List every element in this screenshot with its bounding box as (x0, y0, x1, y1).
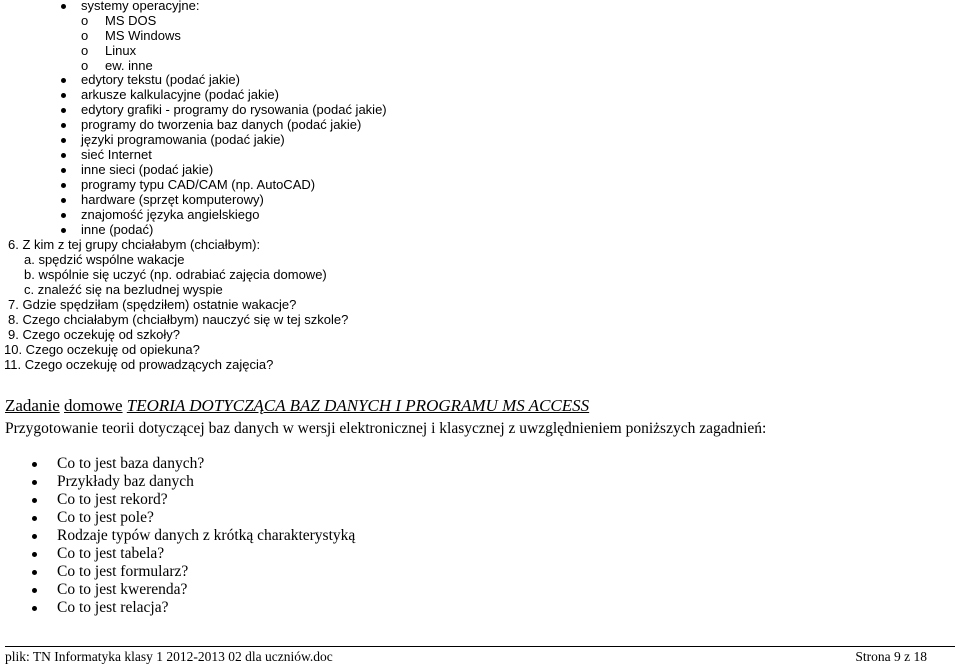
bullet-icon (32, 480, 37, 485)
bullet-icon (61, 228, 66, 233)
question: 8. Czego chciałabym (chciałbym) nauczyć się w tej szkole? (8, 312, 349, 327)
list-item: Przykłady baz danych (57, 473, 194, 490)
footer-file-name: plik: TN Informatyka klasy 1 2012-2013 02 dla uczniów.doc (5, 649, 333, 664)
bullet-icon (32, 606, 37, 611)
list-item: Co to jest rekord? (57, 491, 168, 508)
question: 10. Czego oczekuję od opiekuna? (4, 342, 200, 357)
list-item: MS DOS (105, 13, 157, 28)
heading-word: domowe (64, 396, 123, 415)
list-item: znajomość języka angielskiego (81, 207, 260, 222)
footer-page-number: Strona 9 z 18 (855, 649, 927, 664)
list-item: Linux (105, 43, 137, 58)
list-item: Co to jest relacja? (57, 599, 169, 616)
list-item: systemy operacyjne: (81, 0, 200, 13)
question: 7. Gdzie spędziłam (spędziłem) ostatnie wakacje? (8, 297, 297, 312)
bullet-icon (61, 108, 66, 113)
heading-title: TEORIA DOTYCZĄCA BAZ DANYCH I PROGRAMU MS ACCESS (126, 396, 590, 415)
bullet-icon (32, 588, 37, 593)
list-item: Co to jest tabela? (57, 545, 165, 562)
bullet-icon (61, 198, 66, 203)
list-item: Co to jest kwerenda? (57, 581, 188, 598)
list-item: arkusze kalkulacyjne (podać jakie) (81, 87, 279, 102)
list-item: edytory grafiki - programy do rysowania (podać jakie) (81, 102, 387, 117)
question: 6. Z kim z tej grupy chciałabym (chciałbym): (8, 237, 261, 252)
bullet-icon (32, 570, 37, 575)
list-item: ew. inne (105, 58, 153, 73)
heading-word: Zadanie (5, 396, 60, 415)
bullet-icon (32, 498, 37, 503)
list-item: inne sieci (podać jakie) (81, 162, 214, 177)
assignment-heading (5, 396, 589, 416)
bullet-icon (61, 153, 66, 158)
circle-bullet-icon: o (81, 13, 89, 28)
list-item: edytory tekstu (podać jakie) (81, 72, 240, 87)
bullet-icon (61, 183, 66, 188)
bullet-icon (32, 552, 37, 557)
footer-divider (5, 646, 955, 647)
bullet-icon (61, 123, 66, 128)
list-item: Co to jest formularz? (57, 563, 189, 580)
bullet-icon (32, 462, 37, 467)
list-item: Co to jest baza danych? (57, 455, 205, 472)
question: 9. Czego oczekuję od szkoły? (8, 327, 180, 342)
list-item: programy typu CAD/CAM (np. AutoCAD) (81, 177, 316, 192)
list-item: Rodzaje typów danych z krótką charakterystyką (57, 527, 356, 544)
circle-bullet-icon: o (81, 43, 89, 58)
list-item: sieć Internet (81, 147, 152, 162)
assignment-intro: Przygotowanie teorii dotyczącej baz danych w wersji elektronicznej i klasycznej z uwzględnieniem poniższych zagadnień: (5, 420, 767, 437)
list-item: hardware (sprzęt komputerowy) (81, 192, 264, 207)
list-item: języki programowania (podać jakie) (81, 132, 285, 147)
list-item: programy do tworzenia baz danych (podać jakie) (81, 117, 362, 132)
question: 11. Czego oczekuję od prowadzących zajęcia? (4, 357, 274, 372)
bullet-icon (61, 78, 66, 83)
bullet-icon (61, 4, 66, 9)
sub-question: a. spędzić wspólne wakacje (24, 252, 185, 267)
list-item: Co to jest pole? (57, 509, 154, 526)
sub-question: c. znaleźć się na bezludnej wyspie (24, 282, 223, 297)
bullet-icon (61, 138, 66, 143)
bullet-icon (61, 213, 66, 218)
list-item: MS Windows (105, 28, 181, 43)
bullet-icon (32, 516, 37, 521)
list-item: inne (podać) (81, 222, 154, 237)
bullet-icon (32, 534, 37, 539)
sub-question: b. wspólnie się uczyć (np. odrabiać zajęcia domowe) (24, 267, 327, 282)
bullet-icon (61, 168, 66, 173)
bullet-icon (61, 93, 66, 98)
circle-bullet-icon: o (81, 28, 89, 43)
circle-bullet-icon: o (81, 58, 89, 73)
